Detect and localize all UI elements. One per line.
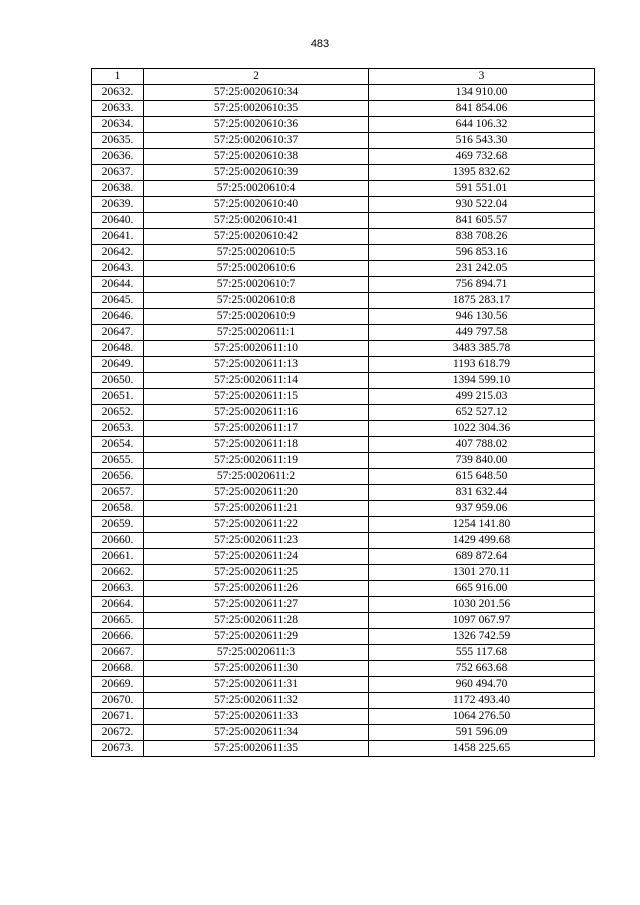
value-cell: 1429 499.68 xyxy=(369,533,595,549)
row-number-cell: 20642. xyxy=(92,245,144,261)
value-cell: 1301 270.11 xyxy=(369,565,595,581)
row-number-cell: 20643. xyxy=(92,261,144,277)
cadastral-number-cell: 57:25:0020611:33 xyxy=(144,709,369,725)
row-number-cell: 20667. xyxy=(92,645,144,661)
table-row xyxy=(92,293,595,309)
value-cell: 1064 276.50 xyxy=(369,709,595,725)
row-number-cell: 20648. xyxy=(92,341,144,357)
table-row xyxy=(92,181,595,197)
registry-table xyxy=(91,68,595,757)
cadastral-number-cell: 57:25:0020611:26 xyxy=(144,581,369,597)
value-cell: 1193 618.79 xyxy=(369,357,595,373)
cadastral-number-cell: 57:25:0020611:29 xyxy=(144,629,369,645)
value-cell: 756 894.71 xyxy=(369,277,595,293)
table-row xyxy=(92,517,595,533)
row-number-cell: 20660. xyxy=(92,533,144,549)
column-header-cadastral-number: 2 xyxy=(144,69,369,85)
row-number-cell: 20668. xyxy=(92,661,144,677)
row-number-cell: 20665. xyxy=(92,613,144,629)
table-row xyxy=(92,101,595,117)
row-number-cell: 20663. xyxy=(92,581,144,597)
row-number-cell: 20634. xyxy=(92,117,144,133)
row-number-cell: 20637. xyxy=(92,165,144,181)
value-cell: 407 788.02 xyxy=(369,437,595,453)
value-cell: 937 959.06 xyxy=(369,501,595,517)
value-cell: 946 130.56 xyxy=(369,309,595,325)
cadastral-number-cell: 57:25:0020610:4 xyxy=(144,181,369,197)
row-number-cell: 20650. xyxy=(92,373,144,389)
value-cell: 665 916.00 xyxy=(369,581,595,597)
value-cell: 591 596.09 xyxy=(369,725,595,741)
row-number-cell: 20651. xyxy=(92,389,144,405)
table-row xyxy=(92,149,595,165)
value-cell: 499 215.03 xyxy=(369,389,595,405)
cadastral-number-cell: 57:25:0020611:31 xyxy=(144,677,369,693)
value-cell: 231 242.05 xyxy=(369,261,595,277)
table-row xyxy=(92,197,595,213)
value-cell: 652 527.12 xyxy=(369,405,595,421)
row-number-cell: 20654. xyxy=(92,437,144,453)
cadastral-number-cell: 57:25:0020610:8 xyxy=(144,293,369,309)
value-cell: 841 605.57 xyxy=(369,213,595,229)
value-cell: 615 648.50 xyxy=(369,469,595,485)
cadastral-number-cell: 57:25:0020611:25 xyxy=(144,565,369,581)
table-row xyxy=(92,373,595,389)
table-row xyxy=(92,725,595,741)
row-number-cell: 20632. xyxy=(92,85,144,101)
row-number-cell: 20649. xyxy=(92,357,144,373)
cadastral-number-cell: 57:25:0020611:28 xyxy=(144,613,369,629)
row-number-cell: 20662. xyxy=(92,565,144,581)
row-number-cell: 20656. xyxy=(92,469,144,485)
header-row xyxy=(92,69,595,85)
table-row xyxy=(92,133,595,149)
table-row xyxy=(92,661,595,677)
cadastral-number-cell: 57:25:0020610:5 xyxy=(144,245,369,261)
value-cell: 644 106.32 xyxy=(369,117,595,133)
table-row xyxy=(92,437,595,453)
row-number-cell: 20666. xyxy=(92,629,144,645)
cadastral-number-cell: 57:25:0020611:3 xyxy=(144,645,369,661)
table-row xyxy=(92,581,595,597)
row-number-cell: 20644. xyxy=(92,277,144,293)
cadastral-number-cell: 57:25:0020610:6 xyxy=(144,261,369,277)
value-cell: 752 663.68 xyxy=(369,661,595,677)
value-cell: 449 797.58 xyxy=(369,325,595,341)
cadastral-number-cell: 57:25:0020611:1 xyxy=(144,325,369,341)
table-row xyxy=(92,629,595,645)
cadastral-number-cell: 57:25:0020611:23 xyxy=(144,533,369,549)
table-row xyxy=(92,501,595,517)
page-number: 483 xyxy=(310,38,330,50)
cadastral-number-cell: 57:25:0020610:9 xyxy=(144,309,369,325)
row-number-cell: 20635. xyxy=(92,133,144,149)
row-number-cell: 20661. xyxy=(92,549,144,565)
cadastral-number-cell: 57:25:0020611:10 xyxy=(144,341,369,357)
table-row xyxy=(92,341,595,357)
cadastral-number-cell: 57:25:0020611:20 xyxy=(144,485,369,501)
value-cell: 3483 385.78 xyxy=(369,341,595,357)
table-row xyxy=(92,741,595,757)
cadastral-number-cell: 57:25:0020611:19 xyxy=(144,453,369,469)
cadastral-number-cell: 57:25:0020611:34 xyxy=(144,725,369,741)
row-number-cell: 20641. xyxy=(92,229,144,245)
value-cell: 555 117.68 xyxy=(369,645,595,661)
table-row xyxy=(92,453,595,469)
table-row xyxy=(92,213,595,229)
value-cell: 134 910.00 xyxy=(369,85,595,101)
row-number-cell: 20645. xyxy=(92,293,144,309)
table-row xyxy=(92,277,595,293)
table-header xyxy=(92,69,595,85)
value-cell: 1458 225.65 xyxy=(369,741,595,757)
cadastral-number-cell: 57:25:0020610:38 xyxy=(144,149,369,165)
row-number-cell: 20673. xyxy=(92,741,144,757)
cadastral-number-cell: 57:25:0020611:2 xyxy=(144,469,369,485)
value-cell: 596 853.16 xyxy=(369,245,595,261)
value-cell: 1030 201.56 xyxy=(369,597,595,613)
row-number-cell: 20653. xyxy=(92,421,144,437)
value-cell: 469 732.68 xyxy=(369,149,595,165)
value-cell: 841 854.06 xyxy=(369,101,595,117)
table-row xyxy=(92,165,595,181)
row-number-cell: 20658. xyxy=(92,501,144,517)
value-cell: 1097 067.97 xyxy=(369,613,595,629)
table-row xyxy=(92,309,595,325)
table-row xyxy=(92,565,595,581)
cadastral-number-cell: 57:25:0020611:21 xyxy=(144,501,369,517)
cadastral-number-cell: 57:25:0020610:41 xyxy=(144,213,369,229)
cadastral-number-cell: 57:25:0020610:37 xyxy=(144,133,369,149)
cadastral-number-cell: 57:25:0020610:34 xyxy=(144,85,369,101)
table-row xyxy=(92,709,595,725)
table-row xyxy=(92,421,595,437)
table-row xyxy=(92,549,595,565)
cadastral-number-cell: 57:25:0020611:22 xyxy=(144,517,369,533)
value-cell: 831 632.44 xyxy=(369,485,595,501)
row-number-cell: 20671. xyxy=(92,709,144,725)
value-cell: 1022 304.36 xyxy=(369,421,595,437)
cadastral-number-cell: 57:25:0020611:30 xyxy=(144,661,369,677)
table-row xyxy=(92,405,595,421)
column-header-number: 1 xyxy=(92,69,144,85)
value-cell: 1875 283.17 xyxy=(369,293,595,309)
cadastral-number-cell: 57:25:0020611:24 xyxy=(144,549,369,565)
cadastral-number-cell: 57:25:0020611:13 xyxy=(144,357,369,373)
row-number-cell: 20670. xyxy=(92,693,144,709)
table-row xyxy=(92,485,595,501)
table-row xyxy=(92,261,595,277)
row-number-cell: 20657. xyxy=(92,485,144,501)
row-number-cell: 20672. xyxy=(92,725,144,741)
table-row xyxy=(92,389,595,405)
table-row xyxy=(92,117,595,133)
table-row xyxy=(92,245,595,261)
row-number-cell: 20633. xyxy=(92,101,144,117)
row-number-cell: 20664. xyxy=(92,597,144,613)
column-header-value: 3 xyxy=(369,69,595,85)
cadastral-number-cell: 57:25:0020611:14 xyxy=(144,373,369,389)
cadastral-number-cell: 57:25:0020610:42 xyxy=(144,229,369,245)
cadastral-number-cell: 57:25:0020611:15 xyxy=(144,389,369,405)
value-cell: 689 872.64 xyxy=(369,549,595,565)
row-number-cell: 20669. xyxy=(92,677,144,693)
table-row xyxy=(92,533,595,549)
value-cell: 960 494.70 xyxy=(369,677,595,693)
table-row xyxy=(92,693,595,709)
value-cell: 1395 832.62 xyxy=(369,165,595,181)
value-cell: 739 840.00 xyxy=(369,453,595,469)
cadastral-number-cell: 57:25:0020610:39 xyxy=(144,165,369,181)
cadastral-number-cell: 57:25:0020611:18 xyxy=(144,437,369,453)
table-row xyxy=(92,469,595,485)
row-number-cell: 20636. xyxy=(92,149,144,165)
table-row xyxy=(92,85,595,101)
row-number-cell: 20646. xyxy=(92,309,144,325)
row-number-cell: 20638. xyxy=(92,181,144,197)
value-cell: 838 708.26 xyxy=(369,229,595,245)
value-cell: 591 551.01 xyxy=(369,181,595,197)
row-number-cell: 20639. xyxy=(92,197,144,213)
value-cell: 1254 141.80 xyxy=(369,517,595,533)
cadastral-number-cell: 57:25:0020610:40 xyxy=(144,197,369,213)
cadastral-number-cell: 57:25:0020611:27 xyxy=(144,597,369,613)
row-number-cell: 20640. xyxy=(92,213,144,229)
table-row xyxy=(92,325,595,341)
table-row xyxy=(92,597,595,613)
row-number-cell: 20652. xyxy=(92,405,144,421)
table-row xyxy=(92,613,595,629)
table-row xyxy=(92,229,595,245)
row-number-cell: 20655. xyxy=(92,453,144,469)
row-number-cell: 20647. xyxy=(92,325,144,341)
cadastral-number-cell: 57:25:0020610:7 xyxy=(144,277,369,293)
value-cell: 1326 742.59 xyxy=(369,629,595,645)
cadastral-number-cell: 57:25:0020611:17 xyxy=(144,421,369,437)
table-row xyxy=(92,677,595,693)
table-row xyxy=(92,645,595,661)
cadastral-number-cell: 57:25:0020610:35 xyxy=(144,101,369,117)
cadastral-number-cell: 57:25:0020611:35 xyxy=(144,741,369,757)
value-cell: 930 522.04 xyxy=(369,197,595,213)
table-body xyxy=(92,85,595,757)
value-cell: 516 543.30 xyxy=(369,133,595,149)
cadastral-number-cell: 57:25:0020611:32 xyxy=(144,693,369,709)
cadastral-number-cell: 57:25:0020611:16 xyxy=(144,405,369,421)
value-cell: 1394 599.10 xyxy=(369,373,595,389)
row-number-cell: 20659. xyxy=(92,517,144,533)
cadastral-number-cell: 57:25:0020610:36 xyxy=(144,117,369,133)
table-row xyxy=(92,357,595,373)
value-cell: 1172 493.40 xyxy=(369,693,595,709)
